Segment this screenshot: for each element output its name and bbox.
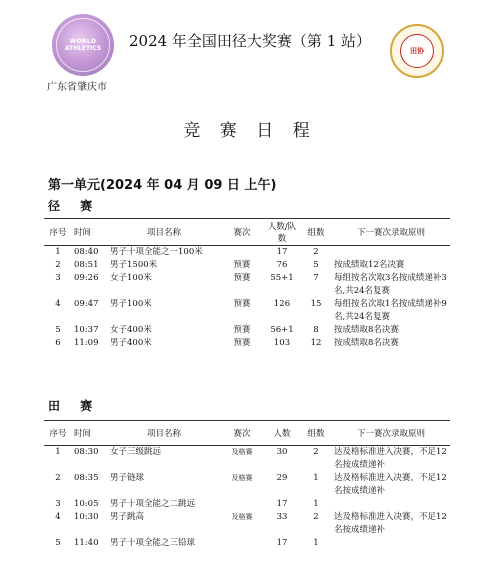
table-row xyxy=(44,472,450,498)
cell-groups: 5 xyxy=(313,260,319,270)
cell-time: 09:26 xyxy=(74,273,99,283)
host-city: 广东省肇庆市 xyxy=(47,82,107,93)
table-row xyxy=(44,498,450,511)
column-header: 人数 xyxy=(273,429,291,439)
column-header: 项目名称 xyxy=(146,228,181,238)
cell-count: 76 xyxy=(276,260,288,270)
table-row xyxy=(44,298,450,324)
cell-count: 55+1 xyxy=(270,273,294,283)
cell-event: 男子链球 xyxy=(110,473,145,483)
cell-rule xyxy=(332,246,450,260)
athletics-association-logo xyxy=(390,24,444,78)
cell-count: 29 xyxy=(276,473,288,483)
cell-event: 女子400米 xyxy=(110,325,152,335)
cell-time: 10:30 xyxy=(74,512,99,522)
field-header-row xyxy=(44,421,450,446)
cell-groups: 1 xyxy=(313,473,319,483)
cell-number: 4 xyxy=(55,299,61,309)
cell-time: 11:09 xyxy=(74,338,99,348)
logo-text-1: WORLD xyxy=(69,38,97,45)
cell-event: 男子400米 xyxy=(110,338,152,348)
column-header: 项目名称 xyxy=(146,429,181,439)
column-header: 赛次 xyxy=(233,228,251,238)
table-row xyxy=(44,324,450,337)
cell-count: 17 xyxy=(276,538,288,548)
track-section-title: 径 赛 xyxy=(48,199,101,213)
cell-rule: 达及格标准进入决赛，不足12名按成绩递补 xyxy=(334,447,447,470)
cell-round: 预赛 xyxy=(233,260,251,270)
cell-groups: 7 xyxy=(313,273,319,283)
cell-round: 预赛 xyxy=(233,273,251,283)
field-table xyxy=(44,420,450,550)
cell-round: 预赛 xyxy=(233,325,251,335)
cell-round xyxy=(220,246,264,260)
cell-time: 10:05 xyxy=(74,499,99,509)
cell-time: 11:40 xyxy=(74,538,99,548)
cell-time: 08:35 xyxy=(74,473,99,483)
cell-round xyxy=(220,537,264,550)
cell-rule: 每组按名次取1名按成绩递补9名,共24名复赛 xyxy=(334,299,447,322)
column-header: 赛次 xyxy=(233,429,251,439)
cell-number: 2 xyxy=(55,473,61,483)
column-header: 下一赛次录取原则 xyxy=(356,228,425,238)
cell-rule: 按成绩取8名决赛 xyxy=(334,325,399,335)
cell-groups: 1 xyxy=(313,499,319,509)
cell-number: 5 xyxy=(55,538,61,548)
cell-rule xyxy=(332,498,450,511)
column-header: 下一赛次录取原则 xyxy=(356,429,425,439)
logo-emblem: 田协 xyxy=(400,34,434,68)
cell-time: 08:30 xyxy=(74,447,99,457)
table-row xyxy=(44,272,450,298)
cell-time: 09:47 xyxy=(74,299,99,309)
cell-rule: 达及格标准进入决赛，不足12名按成绩递补 xyxy=(334,473,447,496)
cell-round: 及格赛 xyxy=(231,513,253,521)
cell-time: 10:37 xyxy=(74,325,99,335)
cell-groups: 2 xyxy=(313,247,319,257)
cell-event: 男子跳高 xyxy=(110,512,145,522)
table-row xyxy=(44,446,450,473)
cell-rule xyxy=(332,537,450,550)
cell-count: 17 xyxy=(276,247,288,257)
column-header: 组数 xyxy=(307,228,325,238)
cell-event: 男子十项全能之三铅球 xyxy=(110,538,196,548)
cell-number: 5 xyxy=(55,325,61,335)
cell-event: 女子100米 xyxy=(110,273,152,283)
cell-number: 4 xyxy=(55,512,61,522)
cell-round: 预赛 xyxy=(233,299,251,309)
cell-count: 56+1 xyxy=(270,325,294,335)
table-row xyxy=(44,259,450,272)
cell-round: 及格赛 xyxy=(231,474,253,482)
cell-groups: 15 xyxy=(310,299,322,309)
cell-time: 08:40 xyxy=(74,247,99,257)
cell-event: 男子十项全能之一100米 xyxy=(110,247,203,257)
document-title: 2024 年全国田径大奖赛（第 1 站） xyxy=(128,32,372,50)
cell-number: 1 xyxy=(55,447,61,457)
cell-groups: 1 xyxy=(313,538,319,548)
cell-event: 男子十项全能之二跳远 xyxy=(110,499,196,509)
cell-number: 1 xyxy=(55,247,61,257)
cell-count: 126 xyxy=(273,299,291,309)
cell-number: 2 xyxy=(55,260,61,270)
cell-groups: 8 xyxy=(313,325,319,335)
cell-round: 预赛 xyxy=(233,338,251,348)
table-row xyxy=(44,511,450,537)
cell-event: 女子三级跳远 xyxy=(110,447,162,457)
track-header-row xyxy=(44,219,450,246)
cell-count: 17 xyxy=(276,499,288,509)
cell-number: 3 xyxy=(55,273,61,283)
column-header: 序号 xyxy=(49,228,67,238)
column-header: 人数/队数 xyxy=(267,222,297,244)
cell-groups: 2 xyxy=(313,512,319,522)
table-row xyxy=(44,537,450,550)
cell-number: 3 xyxy=(55,499,61,509)
field-section-title: 田 赛 xyxy=(48,399,101,413)
cell-time: 08:51 xyxy=(74,260,99,270)
table-row xyxy=(44,246,450,260)
cell-groups: 12 xyxy=(310,338,322,348)
cell-count: 33 xyxy=(276,512,288,522)
unit-title: 第一单元(2024 年 04 月 09 日 上午) xyxy=(48,178,277,193)
schedule-title: 竞 赛 日 程 xyxy=(183,121,317,141)
cell-number: 6 xyxy=(55,338,61,348)
cell-count: 30 xyxy=(276,447,288,457)
track-table xyxy=(44,218,450,350)
column-header: 时间 xyxy=(74,228,92,238)
cell-rule: 按成绩取8名决赛 xyxy=(334,338,399,348)
column-header: 时间 xyxy=(74,429,92,439)
column-header: 组数 xyxy=(307,429,325,439)
table-row xyxy=(44,337,450,350)
cell-rule: 按成绩取12名决赛 xyxy=(334,260,405,270)
cell-event: 男子100米 xyxy=(110,299,152,309)
cell-round: 及格赛 xyxy=(231,448,253,456)
column-header: 序号 xyxy=(49,429,67,439)
cell-count: 103 xyxy=(273,338,291,348)
cell-rule: 达及格标准进入决赛，不足12名按成绩递补 xyxy=(334,512,447,535)
cell-groups: 2 xyxy=(313,447,319,457)
cell-event: 男子1500米 xyxy=(110,260,158,270)
logo-text-2: ATHLETICS xyxy=(64,45,102,52)
cell-round xyxy=(220,498,264,511)
cell-rule: 每组按名次取3名按成绩递补3名,共24名复赛 xyxy=(334,273,447,296)
